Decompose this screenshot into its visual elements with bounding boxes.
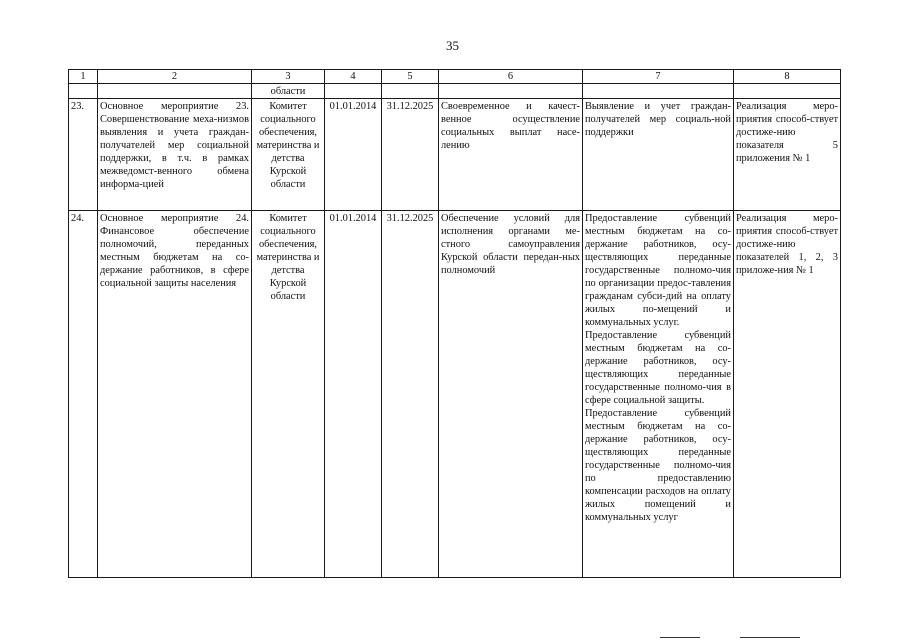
table-cell bbox=[439, 84, 583, 99]
relation-cell: Реализация меро-приятия способ-ствует достиже-нию показателя 5 приложения № 1 bbox=[734, 99, 841, 211]
content-paragraph: Предоставление субвенций местным бюджетам на со-держание работников, осу-ществляющих переданные государственные полномо-чия в сфере социальной защиты. bbox=[585, 330, 731, 406]
table-cell bbox=[734, 84, 841, 99]
continuation-row bbox=[69, 84, 841, 99]
header-cell: 5 bbox=[382, 70, 439, 84]
event-cell: Основное мероприятие 24. Финансовое обеспечение полномочий, переданных местным бюджетам на со-держание работников, в сфере социальной защиты населения bbox=[98, 211, 252, 578]
header-cell: 1 bbox=[69, 70, 98, 84]
end-date-cell: 31.12.2025 bbox=[382, 99, 439, 211]
executor-cell: Комитет социального обеспечения, материнства и детства Курской области bbox=[252, 211, 325, 578]
header-cell: 4 bbox=[325, 70, 382, 84]
event-cell: Основное мероприятие 23. Совершенствование меха-низмов выявления и учета граждан-получателей мер социальной поддержки, в т.ч. в рамках межведомст-венного обмена информа-цией bbox=[98, 99, 252, 211]
content-paragraph: Выявление и учет граждан-получателей мер социаль-ной поддержки bbox=[585, 101, 731, 138]
header-cell: 7 bbox=[583, 70, 734, 84]
measures-table bbox=[68, 69, 841, 578]
table-cell bbox=[325, 84, 382, 99]
row-number: 23. bbox=[69, 99, 98, 211]
table-cell bbox=[69, 84, 98, 99]
relation-cell: Реализация меро-приятия способ-ствует достиже-нию показателей 1, 2, 3 приложе-ния № 1 bbox=[734, 211, 841, 578]
executor-cell: области bbox=[252, 84, 325, 99]
content-paragraph: Предоставление субвенций местным бюджетам на со-держание работников, осу-ществляющих переданные государственные полномо-чия по организации предос-тавления гражданам субси-дий на оплату жилых по-мещений и коммунальных услуг. bbox=[585, 213, 731, 328]
executor-cell: Комитет социального обеспечения, материнства и детства Курской области bbox=[252, 99, 325, 211]
scan-artifact bbox=[740, 637, 800, 638]
header-cell: 2 bbox=[98, 70, 252, 84]
table-row bbox=[69, 211, 841, 578]
header-cell: 3 bbox=[252, 70, 325, 84]
header-cell: 8 bbox=[734, 70, 841, 84]
table-cell bbox=[382, 84, 439, 99]
page-number: 35 bbox=[446, 38, 459, 53]
start-date-cell: 01.01.2014 bbox=[325, 211, 382, 578]
content-cell bbox=[583, 99, 734, 211]
table-cell bbox=[583, 84, 734, 99]
expected-result-cell: Своевременное и качест-венное осуществление социальных выплат насе-лению bbox=[439, 99, 583, 211]
start-date-cell: 01.01.2014 bbox=[325, 99, 382, 211]
expected-result-cell: Обеспечение условий для исполнения органами ме-стного самоуправления Курской области передан-ных полномочий bbox=[439, 211, 583, 578]
end-date-cell: 31.12.2025 bbox=[382, 211, 439, 578]
header-cell: 6 bbox=[439, 70, 583, 84]
table-cell bbox=[98, 84, 252, 99]
header-row bbox=[69, 70, 841, 84]
table-row bbox=[69, 99, 841, 211]
row-number: 24. bbox=[69, 211, 98, 578]
scan-artifact bbox=[660, 637, 700, 638]
content-cell bbox=[583, 211, 734, 578]
content-paragraph: Предоставление субвенций местным бюджетам на со-держание работников, осу-ществляющих переданные государственные полномо-чия по предоставлению компенсации расходов на оплату жилых помещений и коммунальных услуг bbox=[585, 408, 731, 523]
